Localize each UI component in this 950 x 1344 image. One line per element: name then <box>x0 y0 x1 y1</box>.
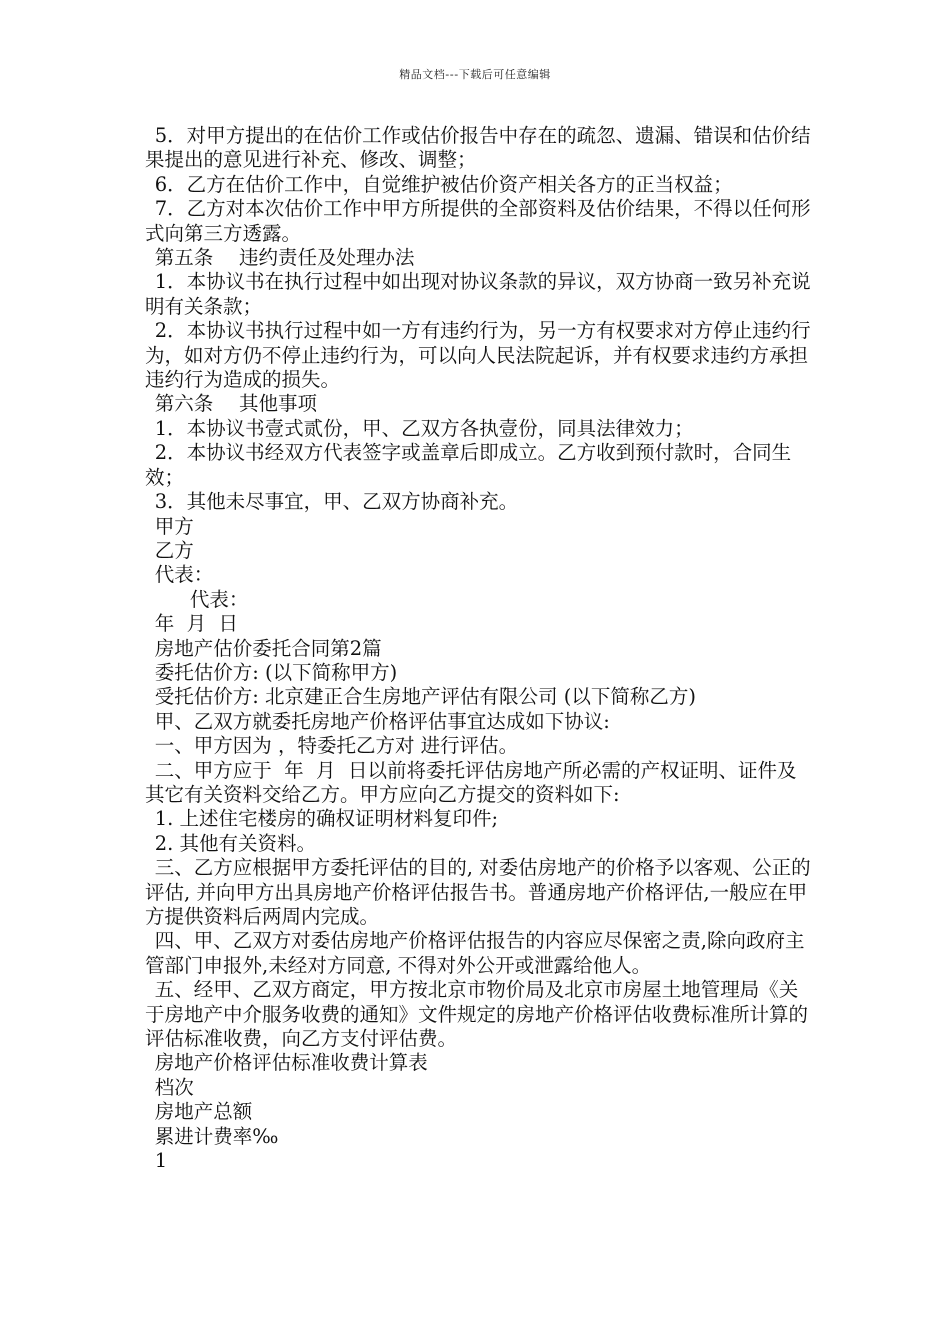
article-5-heading: 第五条 违约责任及处理办法 <box>154 246 415 270</box>
party-b-label: 乙方 <box>154 538 194 562</box>
date-line: 年 月 日 <box>154 612 239 636</box>
fee-table-title: 房地产价格评估标准收费计算表 <box>154 1051 428 1075</box>
appraiser-party: 受托估价方: 北京建正合生房地产评估有限公司 (以下简称乙方) <box>154 685 696 709</box>
representative-label-2: 代表： <box>189 587 249 611</box>
article-1: 一、甲方因为 ，特委托乙方对 进行评估。 <box>154 734 519 758</box>
article-2: 二、甲方应于 年 月 日以前将委托评估房地产所必需的产权证明、证件及其它有关资料交给乙方。甲方应向乙方提交的资料如下: <box>145 758 797 806</box>
fee-table-header-tier: 档次 <box>154 1075 194 1099</box>
fee-table-cell: 1 <box>154 1149 168 1173</box>
article-6-item-3: 3．其他未尽事宜，甲、乙双方协商补充。 <box>154 490 519 514</box>
article-5-item-1: 1．本协议书在执行过程中如出现对协议条款的异议，双方协商一致另补充说明有关条款； <box>145 270 811 318</box>
clause-5: 5．对甲方提出的在估价工作或估价报告中存在的疏忽、遗漏、错误和估价结果提出的意见进行补充、修改、调整； <box>145 124 811 172</box>
party-a-label: 甲方 <box>154 514 194 538</box>
clause-7: 7．乙方对本次估价工作中甲方所提供的全部资料及估价结果，不得以任何形式向第三方透露。 <box>145 197 811 245</box>
clause-6: 6．乙方在估价工作中，自觉维护被估价资产相关各方的正当权益； <box>154 172 733 196</box>
article-4: 四、甲、乙双方对委估房地产价格评估报告的内容应尽保密之责,除向政府主管部门申报外,未经对方同意, 不得对外公开或泄露给他人。 <box>145 929 805 977</box>
agreement-intro: 甲、乙双方就委托房地产价格评估事宜达成如下协议: <box>154 709 610 733</box>
client-party: 委托估价方: (以下简称甲方) <box>154 660 398 684</box>
article-2-item-2: 2. 其他有关资料。 <box>154 831 317 855</box>
article-6-heading: 第六条 其他事项 <box>154 392 317 416</box>
article-6-item-2: 2．本协议书经双方代表签字或盖章后即成立。乙方收到预付款时，合同生效； <box>145 441 792 489</box>
article-2-item-1: 1. 上述住宅楼房的确权证明材料复印件; <box>154 807 499 831</box>
article-5-fee: 五、经甲、乙双方商定，甲方按北京市物价局及北京市房屋土地管理局《关于房地产中介服务收费的通知》文件规定的房地产价格评估收费标准所计算的评估标准收费，向乙方支付评估费。 <box>145 978 809 1051</box>
fee-table-header-total: 房地产总额 <box>154 1100 253 1124</box>
article-6-item-1: 1．本协议书壹式贰份，甲、乙双方各执壹份，同具法律效力； <box>154 416 694 440</box>
fee-table-header-rate: 累进计费率‰ <box>154 1124 279 1148</box>
representative-label: 代表： <box>154 563 214 587</box>
article-3: 三、乙方应根据甲方委托评估的目的, 对委估房地产的价格予以客观、公正的评估, 并向甲方出具房地产价格评估报告书。普通房地产价格评估,一般应在甲方提供资料后两周内完成。 <box>145 856 811 928</box>
article-5-item-2: 2．本协议书执行过程中如一方有违约行为，另一方有权要求对方停止违约行为，如对方仍不停止违约行为，可以向人民法院起诉，并有权要求违约方承担违约行为造成的损失。 <box>145 319 811 392</box>
document-body <box>145 124 815 1173</box>
contract-2-title: 房地产估价委托合同第2篇 <box>154 636 382 660</box>
page-header: 精品文档---下载后可任意编辑 <box>399 68 551 81</box>
